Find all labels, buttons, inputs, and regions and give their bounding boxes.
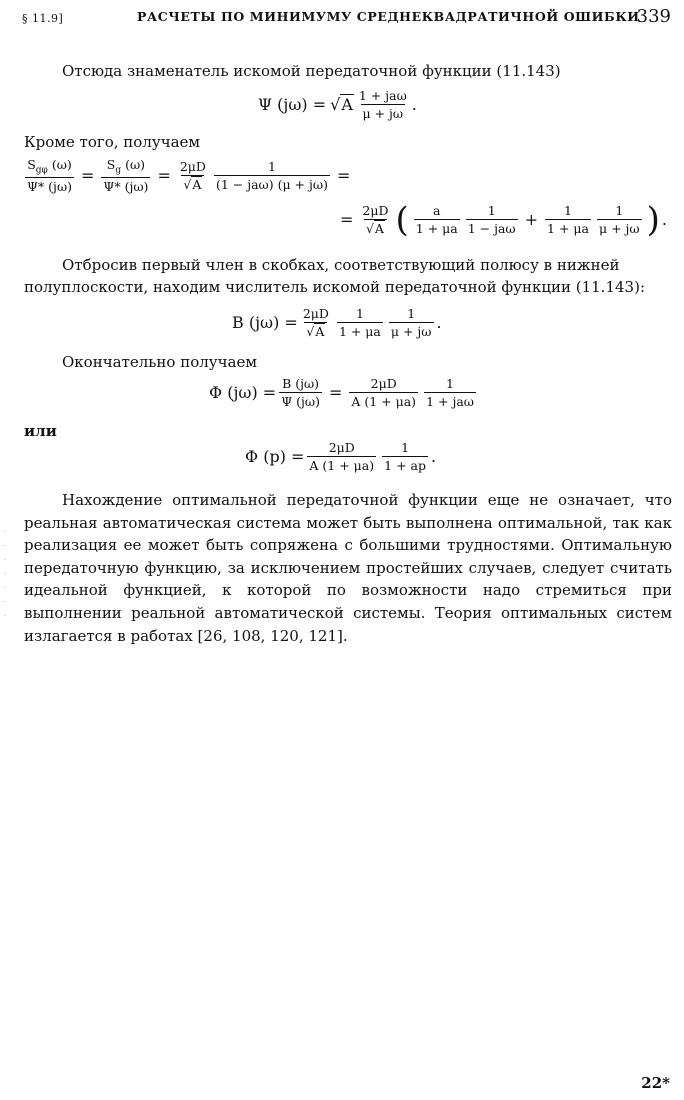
intro-line-2: Кроме того, получаем (24, 133, 201, 151)
frac-sgphi-den: Ψ* (jω) (27, 178, 73, 194)
phi-jw-frac-2-num: 2μD (370, 376, 397, 391)
margin-scan-marks: · · · · · · · (4, 529, 6, 620)
phi-p-frac-1-den: A (1 + μa) (309, 458, 375, 473)
signature-mark: 22* (641, 1074, 670, 1092)
equation-phi-p (245, 440, 436, 473)
frac-c-num: 1 (564, 203, 572, 218)
frac-c-den: 1 + μa (547, 221, 589, 236)
phi-p-frac-1-num: 2μD (328, 440, 355, 455)
frac-sgphi-num: $S_{g\varphi}$ (ω) (27, 157, 72, 176)
equation-phi-jw (209, 376, 479, 409)
phi-p-frac-1 (307, 440, 376, 473)
phi-jw-frac-1 (279, 376, 322, 409)
psi-numerator: 1 + jaω (358, 88, 407, 103)
phi-p-frac-2-num: 1 (401, 440, 410, 455)
frac-sqrta-den: √A (181, 175, 204, 192)
frac-sg-num: $S_g$ (ω) (106, 157, 146, 176)
frac-a-den: 1 + μa (415, 221, 458, 236)
equation-ratio-line1 (22, 157, 354, 194)
eq-sign: = (328, 383, 343, 402)
equation-ratio-line2 (336, 199, 667, 240)
eq-sign: = (81, 165, 95, 185)
b-frac-2 (337, 306, 383, 339)
eq-sign: = (340, 210, 354, 229)
b-frac-3 (389, 306, 434, 339)
running-title: РАСЧЕТЫ ПО МИНИМУМУ СРЕДНЕКВАДРАТИЧНОЙ ОШИБКИ (137, 9, 640, 24)
frac-c (545, 203, 591, 236)
period: . (411, 95, 417, 114)
phi-jw-frac-2-den: A (1 + μa) (351, 394, 417, 409)
frac-sg-psi (101, 157, 150, 194)
frac-one-product (214, 159, 330, 192)
psi-denominator: μ + jω (362, 106, 404, 121)
phi-jw-frac-1-den: Ψ (jω) (281, 394, 320, 409)
b-frac-3-num: 1 (407, 306, 416, 321)
plus-sign: + (524, 210, 539, 229)
frac-a-num: a (433, 203, 441, 218)
frac-d (597, 203, 642, 236)
phi-jw-frac-3-num: 1 (446, 376, 454, 391)
right-paren: ) (646, 199, 660, 240)
phi-p-lhs: Φ (p) = (245, 447, 305, 466)
equation-psi (258, 88, 417, 121)
phi-p-frac-2 (382, 440, 428, 473)
paragraph-1-line-2: полуплоскости, находим числитель искомой передаточной функции (11.143): (24, 278, 645, 296)
frac-2mud-num-2: 2μD (362, 203, 389, 218)
period: . (430, 447, 437, 466)
frac-b-num: 1 (487, 203, 496, 218)
period: . (436, 313, 442, 332)
frac-b-den: 1 − jaω (467, 221, 516, 236)
frac-d-num: 1 (615, 203, 624, 218)
frac-2mud-sqrta (178, 159, 208, 192)
psi-lhs: Ψ (jω) = (258, 95, 327, 114)
period: . (661, 210, 667, 229)
phi-jw-lhs: Φ (jω) = (209, 383, 277, 402)
b-frac-2-num: 1 (355, 306, 364, 321)
frac-product-den: (1 − jaω) (μ + jω) (215, 176, 328, 192)
frac-sg-den: Ψ* (jω) (103, 178, 149, 194)
eq-sign: = (157, 165, 171, 185)
phi-jw-frac-1-num: B (jω) (282, 376, 320, 391)
b-frac-3-den: μ + jω (390, 324, 432, 339)
sqrt-a: √A (330, 95, 353, 114)
phi-p-frac-2-den: 1 + ap (384, 458, 426, 473)
psi-fraction (357, 88, 409, 121)
phi-jw-frac-2 (349, 376, 418, 409)
or-label: или (24, 422, 57, 440)
b-frac-1-num: 2μD (302, 306, 329, 321)
frac-2mud-num: 2μD (179, 158, 206, 174)
b-lhs: B (jω) = (232, 313, 298, 332)
frac-b (466, 203, 518, 236)
frac-a (414, 203, 460, 236)
phi-jw-frac-3 (424, 376, 476, 409)
frac-one-num: 1 (267, 158, 276, 174)
frac-2mud-sqrta-2 (360, 203, 390, 236)
eq-sign: = (336, 165, 351, 185)
b-frac-1 (301, 306, 331, 339)
page-number: 339 (636, 6, 671, 27)
intro-line-3: Окончательно получаем (62, 353, 258, 371)
frac-d-den: μ + jω (599, 221, 640, 236)
frac-sgphi-psi (25, 157, 74, 194)
intro-line-1: Отсюда знаменатель искомой передаточной функции (11.143) (62, 62, 561, 80)
paragraph-1-line-1: Отбросив первый член в скобках, соответствующий полюсу в нижней (62, 256, 620, 274)
frac-sqrta-den-2: √A (364, 219, 387, 236)
equation-b (232, 306, 442, 339)
phi-jw-frac-3-den: 1 + jaω (426, 394, 474, 409)
closing-paragraph: Нахождение оптимальной передаточной функции еще не означает, что реальная автоматическая система может быть выполнена оптимальной, так как реализация ее может быть сопряжена с большими трудностями. Оптимальную передаточную функцию, за исключением простейших случаев, следует считать идеальной функцией, к которой по возможности надо стремиться при выполнении реальной автоматической системы. Теория оптимальных систем излагается в работах [26, 108, 120, 121]. (24, 491, 672, 645)
left-paren: ( (395, 199, 409, 240)
section-label: § 11.9] (22, 12, 64, 25)
b-frac-2-den: 1 + μa (338, 324, 381, 339)
b-frac-1-den: √A (304, 322, 327, 339)
